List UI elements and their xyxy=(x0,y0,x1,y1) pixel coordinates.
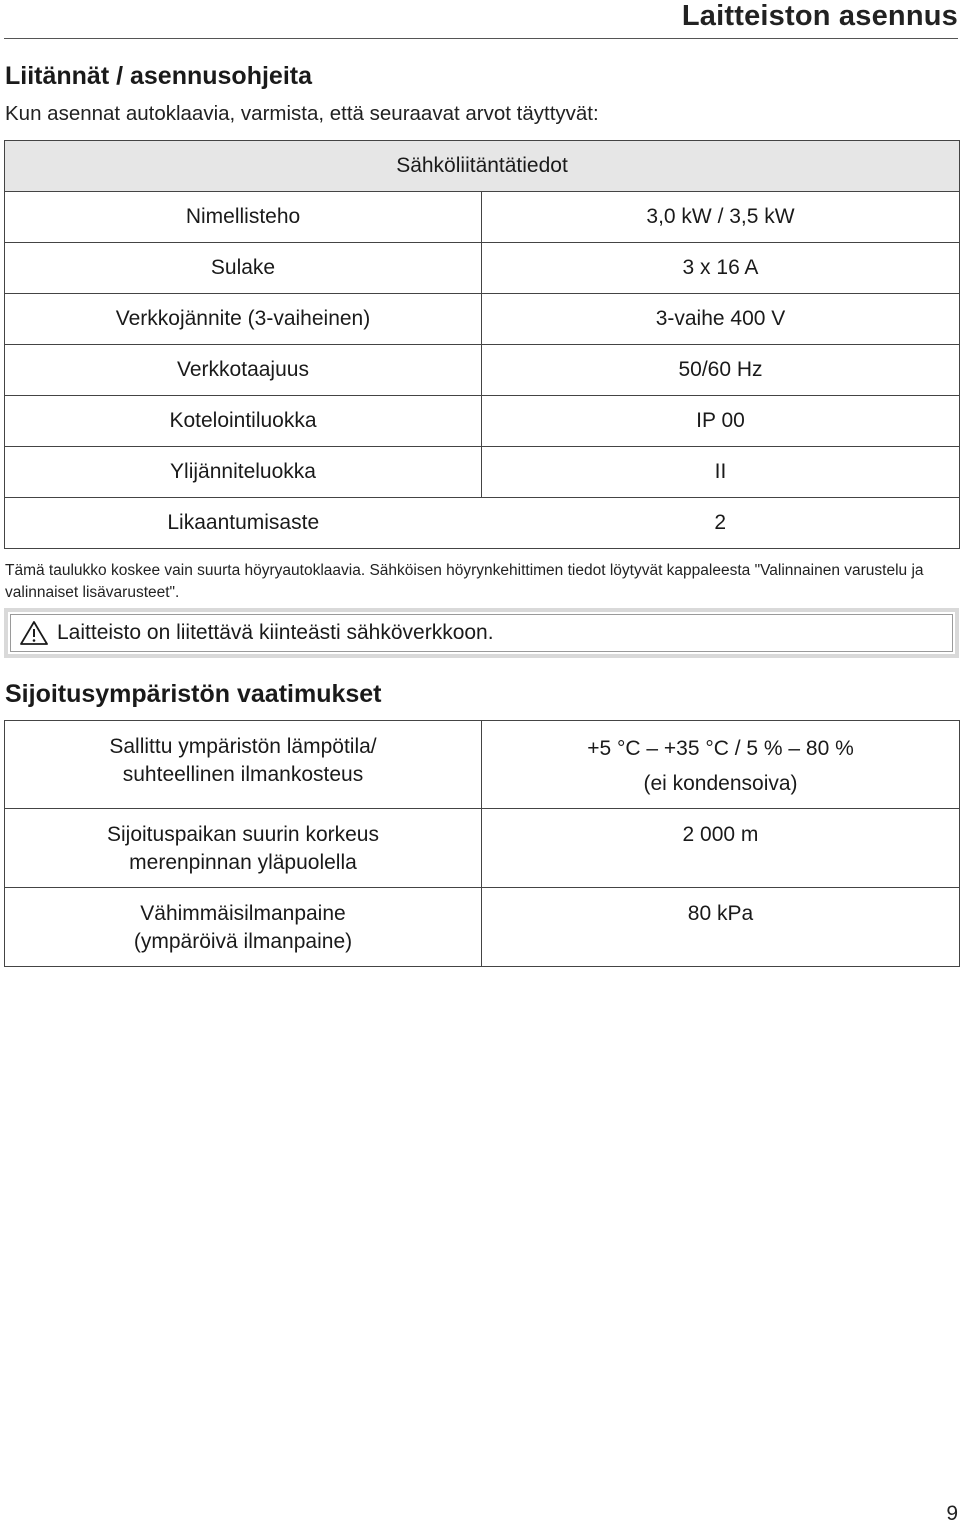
row-value: 50/60 Hz xyxy=(482,345,960,396)
row-label: Vähimmäisilmanpaine (ympäröivä ilmanpaine) xyxy=(5,888,482,967)
table-row xyxy=(5,447,960,498)
table-row xyxy=(5,888,960,967)
electrical-data-table xyxy=(4,140,960,549)
section-title-connections: Liitännät / asennusohjeita xyxy=(5,62,312,90)
header-divider xyxy=(4,38,958,39)
table-note: Tämä taulukko koskee vain suurta höyryautoklaavia. Sähköisen höyrynkehittimen tiedot löytyvät kappaleesta "Valinnainen varustelu ja valinnaiset lisävarusteet". xyxy=(5,562,924,601)
table-row xyxy=(5,192,960,243)
warning-text: Laitteisto on liitettävä kiinteästi sähköverkkoon. xyxy=(57,621,494,644)
row-value: 2 xyxy=(482,498,960,549)
warning-triangle-icon xyxy=(19,620,53,646)
page-header-title: Laitteiston asennus xyxy=(681,0,958,32)
table-row xyxy=(5,345,960,396)
row-value: II xyxy=(482,447,960,498)
row-label: Verkkojännite (3-vaiheinen) xyxy=(5,294,482,345)
row-value: 3,0 kW / 3,5 kW xyxy=(482,192,960,243)
row-value: 2 000 m xyxy=(482,809,960,888)
section-title-environment: Sijoitusympäristön vaatimukset xyxy=(5,680,382,708)
table-caption: Sähköliitäntätiedot xyxy=(5,141,960,192)
row-value: 3 x 16 A xyxy=(482,243,960,294)
row-label: Sallittu ympäristön lämpötila/ suhteellinen ilmankosteus xyxy=(5,721,482,809)
table-row xyxy=(5,498,960,549)
row-label: Sijoituspaikan suurin korkeus merenpinnan yläpuolella xyxy=(5,809,482,888)
row-value: 3-vaihe 400 V xyxy=(482,294,960,345)
row-value: +5 °C – +35 °C / 5 % – 80 % (ei kondensoiva) xyxy=(482,721,960,809)
row-label: Sulake xyxy=(5,243,482,294)
row-label: Likaantumisaste xyxy=(5,498,482,549)
table-row xyxy=(5,721,960,809)
intro-text: Kun asennat autoklaavia, varmista, että seuraavat arvot täyttyvät: xyxy=(5,102,599,125)
warning-box xyxy=(4,608,959,658)
table-row xyxy=(5,243,960,294)
row-value: IP 00 xyxy=(482,396,960,447)
row-label: Ylijänniteluokka xyxy=(5,447,482,498)
table-row xyxy=(5,396,960,447)
environment-table xyxy=(4,720,960,967)
row-label: Verkkotaajuus xyxy=(5,345,482,396)
row-label: Nimellisteho xyxy=(5,192,482,243)
row-label: Kotelointiluokka xyxy=(5,396,482,447)
page-number: 9 xyxy=(946,1502,958,1525)
table-row xyxy=(5,809,960,888)
table-row xyxy=(5,294,960,345)
row-value: 80 kPa xyxy=(482,888,960,967)
